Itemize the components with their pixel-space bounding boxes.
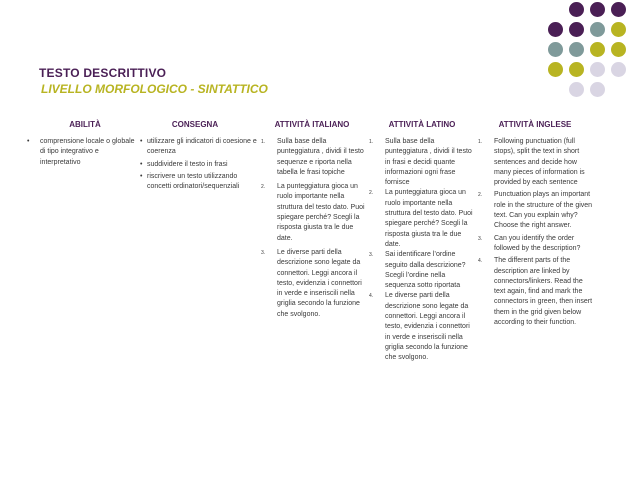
decorative-dot [548,22,563,37]
item-number: 1. [478,139,483,145]
column-inglese [478,137,593,330]
inglese-item [478,256,593,328]
decorative-dot [590,62,605,77]
decorative-dot [569,22,584,37]
header-abilita: ABILITÀ [69,120,101,129]
title-block [39,66,268,96]
item-text: Following punctuation (full stops), split the text in short sentences and decide how many pieces of information is provided by each sentence [494,138,585,187]
decorative-dot [590,42,605,57]
item-text: La punteggiatura gioca un ruolo importante nella struttura del testo dato. Puoi spiegare perché? Scegli la risposta giusta tra le due date. [277,183,365,242]
abilita-item: • comprensione locale o globale di tipo integrativo e interpretativo [26,137,138,168]
item-number: 1. [369,139,374,145]
inglese-item [478,190,593,231]
column-consegna [140,137,258,194]
latino-item [369,250,477,291]
latino-item [369,137,477,188]
decorative-dot [569,42,584,57]
consegna-item: • utilizzare gli indicatori di coesione e coerenza [140,137,258,158]
decorative-dot [611,2,626,17]
column-abilita [26,137,138,168]
item-number: 3. [478,235,483,242]
item-number: 4. [369,293,374,300]
header-inglese: ATTIVITÀ INGLESE [498,120,572,129]
italiano-item [261,248,367,320]
italiano-item [261,137,367,178]
header-consegna: CONSEGNA [171,120,219,129]
decorative-dot [590,2,605,17]
decorative-dot [611,42,626,57]
item-text: Le diverse parti della descrizione sono legate da connettori. Leggi ancora il testo, evidenzia i connettori in verde e inseriscili nella griglia secondo la funzione che svolgono. [385,292,470,362]
latino-item [369,291,477,363]
page-subtitle: LIVELLO MORFOLOGICO - SINTATTICO [41,82,268,96]
decorative-dot [611,22,626,37]
item-number: 1. [261,139,266,145]
header-italiano: ATTIVITÀ ITALIANO [274,120,350,129]
item-text: Sai identificare l’ordine seguito dalla descrizione? Scegli l’ordine nella sequenza sotto riportata [385,251,466,290]
item-text: La punteggiatura gioca un ruolo importante nella struttura del testo dato. Puoi spiegare perché? Scegli la risposta giusta tra le due date. [385,189,473,248]
decorative-dot [548,42,563,57]
latino-item [369,188,477,250]
consegna-item: • suddividere il testo in frasi [140,160,258,170]
inglese-item [478,234,593,255]
item-text: Sulla base della punteggiatura , dividi il testo in frasi e decidi quante informazioni ogni frase fornisce [385,138,472,187]
item-number: 2. [261,184,266,191]
item-text: Can you identify the order followed by the description? [494,234,581,252]
inglese-item [478,137,593,188]
decorative-dot [590,82,605,97]
decorative-dot [611,62,626,77]
item-number: 2. [369,190,374,197]
consegna-item: • riscrivere un testo utilizzando concetti ordinatori/sequenziali [140,172,258,193]
decorative-dot-grid [538,0,638,102]
item-text: Sulla base della punteggiatura , dividi il testo sequenze e riporta nella tabella le frasi topiche [277,138,364,176]
item-text: Punctuation plays an important role in the structure of the given text. Can you explain why? Choose the right answer. [494,191,593,230]
decorative-dot [548,62,563,77]
item-text: The different parts of the description are linked by connectors/linkers. Read the text again, find and mark the connectors in green, then insert them in the grid given below according to their function. [494,257,593,327]
italiano-item [261,182,367,244]
decorative-dot [590,22,605,37]
column-italiano [261,137,367,324]
page-title: TESTO DESCRITTIVO [39,66,167,80]
item-number: 3. [369,252,374,259]
decorative-dot [569,62,584,77]
item-number: 2. [478,192,483,199]
item-number: 4. [478,258,483,265]
header-latino: ATTIVITÀ LATINO [388,120,456,129]
item-text: Le diverse parti della descrizione sono legate da connettori. Leggi ancora il testo, evidenzia i connettori in verde e inseriscili nella griglia secondo la funzione che svolgono. [277,248,362,318]
decorative-dot [569,2,584,17]
column-latino [369,137,477,364]
decorative-dot [569,82,584,97]
item-number: 3. [261,249,266,256]
